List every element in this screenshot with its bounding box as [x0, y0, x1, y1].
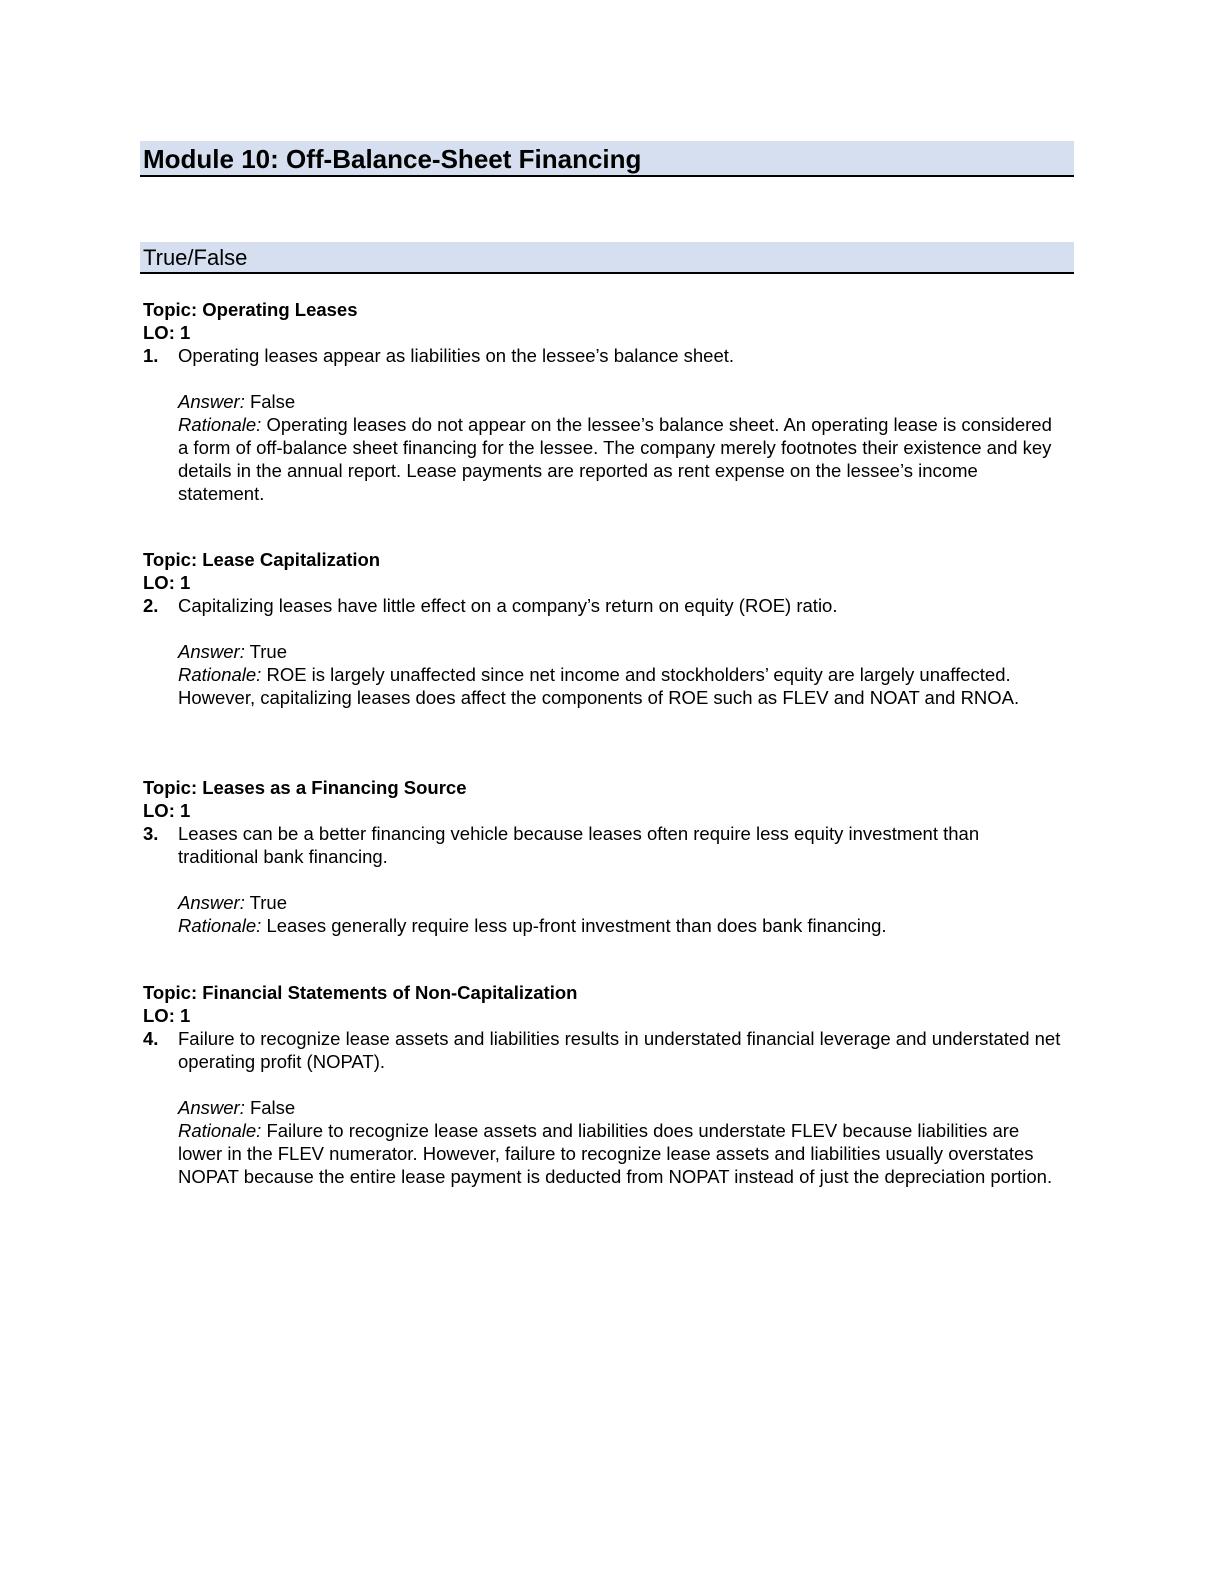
question-text: Capitalizing leases have little effect on a company’s return on equity (ROE) ratio.	[178, 595, 838, 616]
module-title: Module 10: Off-Balance-Sheet Financing	[140, 141, 1074, 177]
rationale-line	[178, 413, 1063, 505]
rationale-text: Operating leases do not appear on the lessee’s balance sheet. An operating lease is considered a form of off-balance sheet financing for the lessee. The company merely footnotes their existence and key details in the annual report. Lease payments are reported as rent expense on the lessee’s income statement.	[178, 414, 1052, 504]
question-2	[143, 548, 1063, 709]
question-topic: Topic: Financial Statements of Non-Capitalization	[143, 982, 578, 1003]
question-statement	[143, 822, 1063, 868]
section-title: True/False	[140, 242, 1074, 274]
question-statement	[143, 344, 1063, 367]
question-4	[143, 981, 1063, 1188]
rationale-label: Rationale:	[178, 915, 262, 936]
question-lo: LO: 1	[143, 800, 191, 821]
answer-label: Answer:	[178, 391, 245, 412]
rationale-line	[178, 663, 1063, 709]
question-lo: LO: 1	[143, 572, 191, 593]
question-text: Operating leases appear as liabilities on the lessee’s balance sheet.	[178, 345, 735, 366]
answer-block	[143, 390, 1063, 505]
question-statement	[143, 594, 1063, 617]
answer-block	[143, 640, 1063, 709]
question-number: 3.	[143, 823, 159, 844]
answer-line	[178, 390, 1063, 413]
answer-line	[178, 1096, 1063, 1119]
question-3	[143, 776, 1063, 937]
rationale-line	[178, 914, 1063, 937]
answer-line	[178, 891, 1063, 914]
answer-value: False	[249, 391, 296, 412]
answer-value: False	[249, 1097, 296, 1118]
answer-value: True	[249, 892, 287, 913]
question-lo: LO: 1	[143, 1005, 191, 1026]
rationale-line	[178, 1119, 1063, 1188]
rationale-text: ROE is largely unaffected since net income and stockholders’ equity are largely unaffected. However, capitalizing leases does affect the components of ROE such as FLEV and NOAT and RNOA.	[178, 664, 1020, 708]
answer-block	[143, 891, 1063, 937]
question-statement	[143, 1027, 1063, 1073]
question-lo: LO: 1	[143, 322, 191, 343]
answer-line	[178, 640, 1063, 663]
rationale-label: Rationale:	[178, 1120, 262, 1141]
question-number: 2.	[143, 595, 159, 616]
question-text: Failure to recognize lease assets and liabilities results in understated financial leverage and understated net operating profit (NOPAT).	[178, 1028, 1061, 1072]
question-topic: Topic: Lease Capitalization	[143, 549, 381, 570]
answer-block	[143, 1096, 1063, 1188]
question-1	[143, 298, 1063, 505]
answer-label: Answer:	[178, 1097, 245, 1118]
answer-label: Answer:	[178, 641, 245, 662]
answer-value: True	[249, 641, 287, 662]
question-topic: Topic: Leases as a Financing Source	[143, 777, 467, 798]
rationale-text: Leases generally require less up-front investment than does bank financing.	[266, 915, 887, 936]
question-number: 4.	[143, 1028, 159, 1049]
question-text: Leases can be a better financing vehicle because leases often require less equity investment than traditional bank financing.	[178, 823, 980, 867]
answer-label: Answer:	[178, 892, 245, 913]
question-topic: Topic: Operating Leases	[143, 299, 358, 320]
rationale-text: Failure to recognize lease assets and liabilities does understate FLEV because liabilities are lower in the FLEV numerator. However, failure to recognize lease assets and liabilities usually overstates NOPAT because the entire lease payment is deducted from NOPAT instead of just the depreciation portion.	[178, 1120, 1053, 1187]
question-number: 1.	[143, 345, 159, 366]
rationale-label: Rationale:	[178, 664, 262, 685]
rationale-label: Rationale:	[178, 414, 262, 435]
